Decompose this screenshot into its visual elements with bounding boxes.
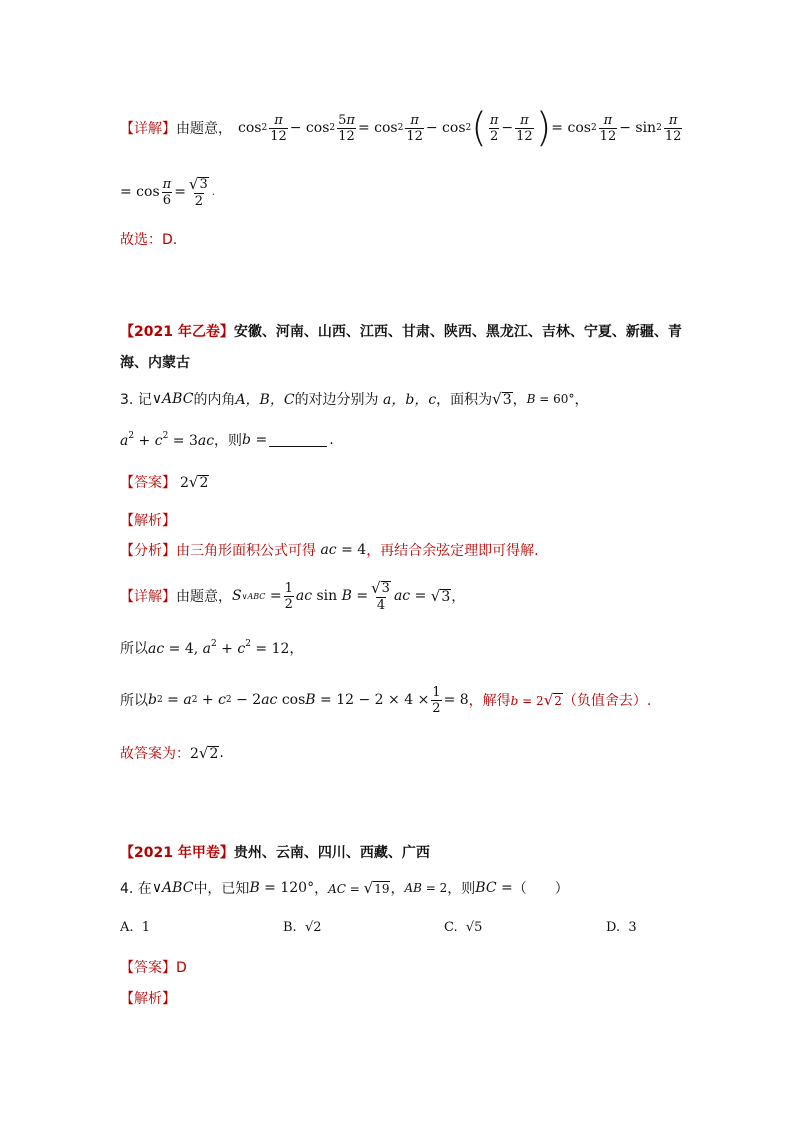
q3-stem-area: ，面积为 <box>436 392 493 408</box>
q3-stem-then: ，则 <box>214 433 243 449</box>
q3-stem-line1: 3. 记 ∨ABC 的内角 A，B，C 的对边分别为 a，b，c ，面积为 √ 3 ， B = 60° ， <box>120 390 589 408</box>
q3-detail-lead: 由题意， <box>176 589 232 605</box>
q3-analysis-text: 由三角形面积公式可得 <box>176 543 316 559</box>
q2-equation: cos 2 $\frac{\pi}{12}$ − cos 2 $\frac{5\pi}{12}$ = cos 2 $\frac{\pi}{12}$ − cos 2 ( $\frac{\pi}{2}$ − $\frac{\pi}{12}$ ) = cos 2 $\frac{\pi}{12}$ − sin 2 $\frac{\pi}{12}$ <box>238 105 682 151</box>
q4-stem-then: ，则 <box>447 881 476 897</box>
q4-stem-prefix: 4. 在 <box>120 881 152 897</box>
q4-section-header <box>120 842 430 862</box>
q3-detail-line: 【详解】 由题意， S ∨ABC = $\frac{1}{2}$ ac sin B = √ 3 4 ac = √ 3 ， <box>120 578 466 613</box>
q3-section-regions-2: 海、内蒙古 <box>120 355 190 371</box>
q3-stem-mid2: 的对边分别为 <box>294 392 379 408</box>
q3-cosine-law: b 2 = a 2 + c 2 − 2 ac cos B = 12 − 2 × 4 × $\frac{1}{2}$ = 8 <box>148 684 469 716</box>
q3-analyze-line: 【分析】 由三角形面积公式可得 ac = 4 ，再结合余弦定理即可得解. <box>120 542 539 559</box>
answer-blank <box>269 434 327 447</box>
q4-option-b[interactable]: B. √2 <box>283 920 322 935</box>
analyze-tag: 【分析】 <box>120 543 176 559</box>
q2-equation-cont: = cos $\frac{\pi}{6}$ = √ 3 2 . <box>120 174 215 209</box>
q3-stem-prefix: 3. 记 <box>120 392 152 408</box>
q3-final: 故答案为： <box>120 746 190 762</box>
q3-answer-value: 2 √ 2 <box>180 472 209 491</box>
detail-tag: 【详解】 <box>120 121 176 137</box>
detail-tag-2: 【详解】 <box>120 589 176 605</box>
q4-stem: 4. 在 ∨ABC 中，已知 B = 120° ， AC = √ 19 ， AB = 2 ，则 BC = （ ） <box>120 879 569 897</box>
q3-section-regions-1: 安徽、河南、山西、江西、甘肃、陕西、黑龙江、吉林、宁夏、新疆、青 <box>233 324 682 340</box>
q3-so1: 所以 <box>120 641 148 657</box>
angle-b-value: B = 60° <box>526 392 575 406</box>
q3-stem-line2: $a^2 + c^2 = 3ac$ ，则 b = . <box>120 431 334 449</box>
angles-abc: A，B，C <box>235 392 295 408</box>
q3-stem-mid: 的内角 <box>193 392 236 408</box>
q2-select-line: 故选：D. <box>120 232 178 248</box>
q3-condition: $a^2 + c^2 = 3ac$ <box>120 431 215 449</box>
triangle-abc: ∨ABC <box>151 391 194 407</box>
q3-so-line-1: 所以 ac = 4, $a^2 + c^2 = 12$ ， <box>120 639 304 657</box>
q3-area-formula: S ∨ABC = $\frac{1}{2}$ ac sin B = √ 3 4 ac = √ 3 <box>232 578 451 613</box>
q3-final-line: 故答案为： 2 √ 2 . <box>120 743 224 762</box>
q4-answer-value: D <box>176 960 187 976</box>
q2-lead: 由题意， <box>176 121 232 137</box>
q4-option-d[interactable]: D. 3 <box>606 920 637 935</box>
q4-section-year: 【2021 年甲卷】 <box>120 845 234 861</box>
q4-option-c[interactable]: C. √5 <box>444 920 483 935</box>
q3-analysis-tag: 【解析】 <box>120 513 176 529</box>
q3-so-line-2: 所以 b 2 = a 2 + c 2 − 2 ac cos B = 12 − 2 × 4 × $\frac{1}{2}$ = 8 ，解得 b = 2 √ 2 （负值舍去）. <box>120 684 652 716</box>
answer-tag-2: 【答案】 <box>120 960 176 976</box>
q4-option-a[interactable]: A. 1 <box>120 920 151 935</box>
sides-abc: a，b，c <box>378 392 437 408</box>
q4-answer-line <box>120 957 187 977</box>
q3-neg-note: （负值舍去）. <box>562 693 652 709</box>
q3-analysis-text2: ，再结合余弦定理即可得解. <box>366 543 539 559</box>
q3-answer-line <box>120 472 209 492</box>
q2-detail-line <box>120 106 684 150</box>
q4-section-regions: 贵州、云南、四川、西藏、广西 <box>233 845 430 861</box>
q3-section-header <box>120 321 682 341</box>
answer-tag: 【答案】 <box>120 475 176 491</box>
q4-analysis-tag: 【解析】 <box>120 991 176 1007</box>
q4-stem-mid: 中，已知 <box>193 881 250 897</box>
area-value: √ 3 <box>492 390 512 408</box>
q3-section-year: 【2021 年乙卷】 <box>120 324 234 340</box>
q3-so2: 所以 <box>120 693 148 709</box>
q3-solve: ，解得 <box>468 693 511 709</box>
q4-paren: （ ） <box>512 881 569 897</box>
